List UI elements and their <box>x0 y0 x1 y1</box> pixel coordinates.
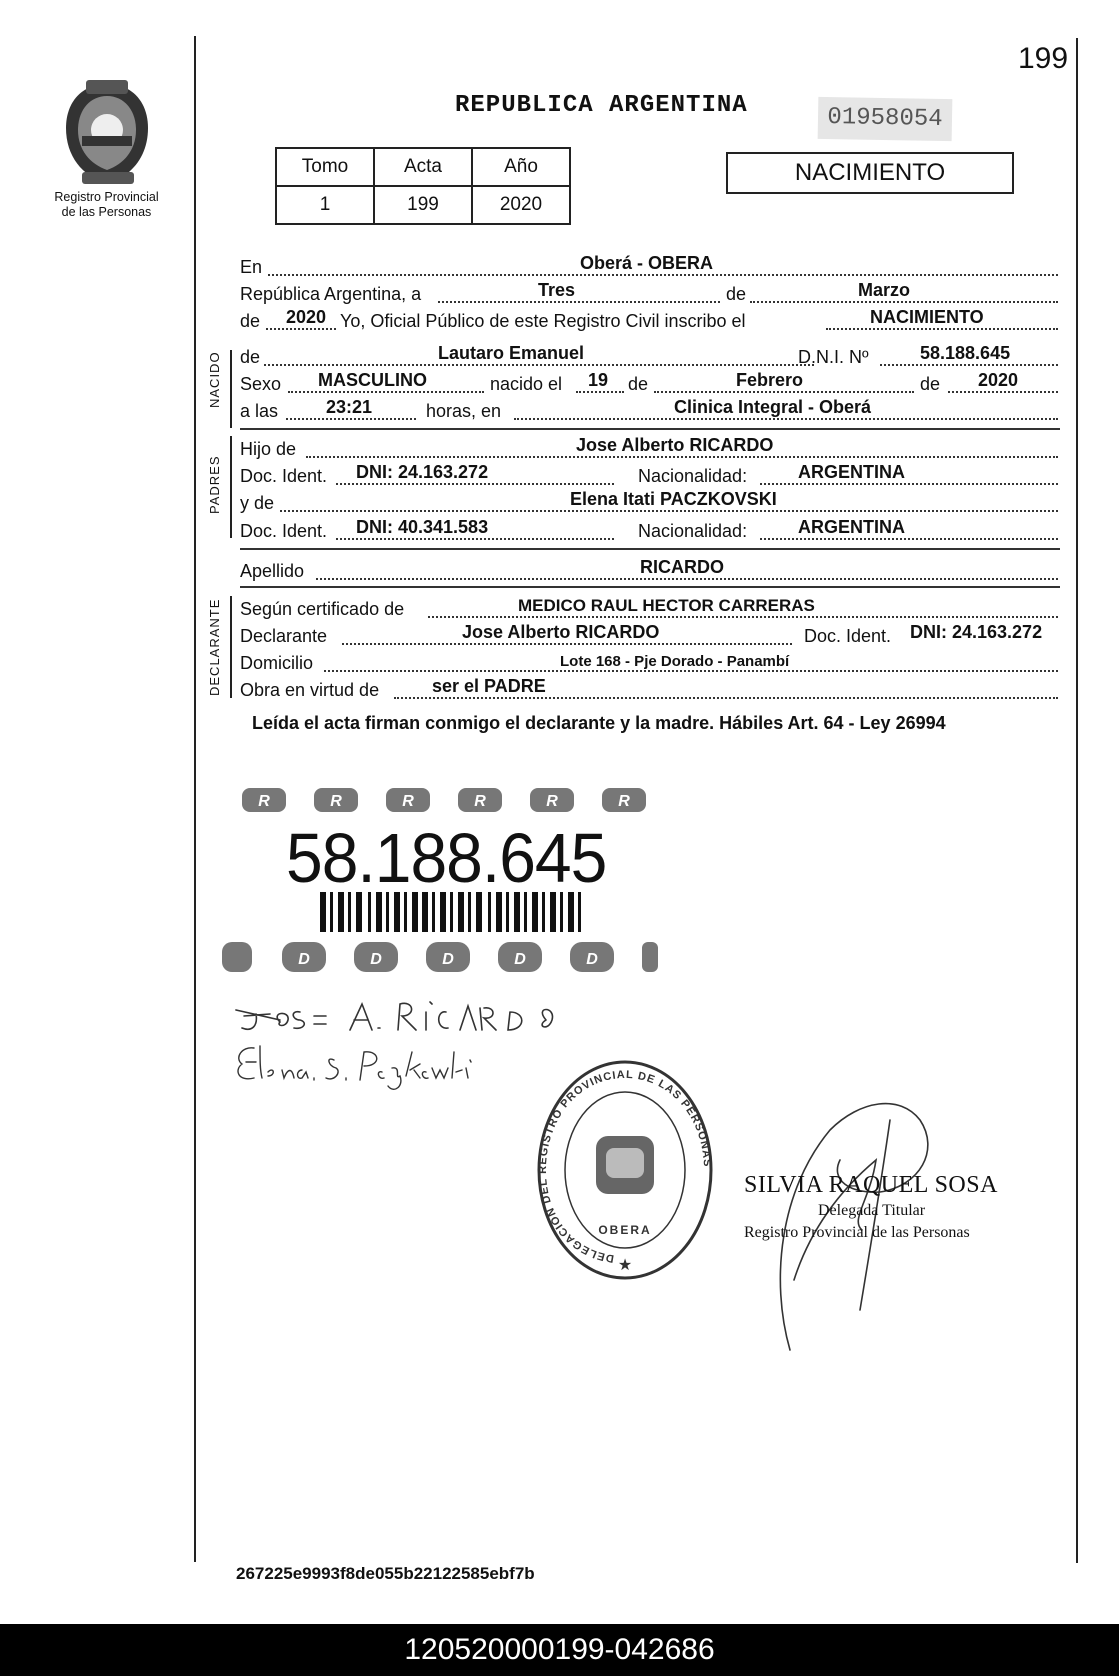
father-signature-ricardo <box>398 1002 552 1030</box>
footer-code-bar <box>0 1624 1119 1676</box>
father-doc-label: Doc. Ident. <box>240 466 328 486</box>
section-label-parents: PADRES <box>207 455 222 514</box>
row-surname <box>240 558 1060 584</box>
de-label-2: de <box>628 374 649 394</box>
child-name-value: Lautaro Emanuel <box>438 343 585 363</box>
row-declarant <box>240 623 1060 649</box>
row-date <box>240 281 1060 307</box>
record-type-box: NACIMIENTO <box>726 152 1014 194</box>
act-type-value: NACIMIENTO <box>870 307 984 327</box>
row-certifier <box>240 596 1060 622</box>
birth-day-value: 19 <box>588 370 609 390</box>
star-icon: ★ <box>617 1257 633 1274</box>
sticker-band-letter: D <box>298 951 310 968</box>
month-text-value: Marzo <box>858 280 911 300</box>
mother-nationality-value: ARGENTINA <box>798 517 905 537</box>
apellido-label: Apellido <box>240 561 305 581</box>
sticker-band-letter: R <box>258 793 270 810</box>
sticker-band-letter: D <box>586 951 598 968</box>
serial-number-stamp: 01958054 <box>818 97 953 141</box>
row-father-doc <box>240 463 1060 489</box>
mother-signature-surname <box>360 1052 471 1089</box>
left-margin-line <box>194 36 196 1562</box>
mother-nationality-label: Nacionalidad: <box>638 521 748 541</box>
official-text: Yo, Oficial Público de este Registro Civil inscribo el <box>340 311 746 331</box>
sticker-band-letter: R <box>546 793 558 810</box>
sticker-band-letter: D <box>514 951 526 968</box>
certificado-label: Según certificado de <box>240 599 405 619</box>
mother-signature-elena <box>238 1046 314 1080</box>
table-value-tomo: 1 <box>276 186 374 224</box>
father-nationality-value: ARGENTINA <box>798 462 905 482</box>
a-las-label: a las <box>240 401 279 421</box>
day-text-value: Tres <box>538 280 576 300</box>
closing-statement: Leída el acta firman conmigo el declarante y la madre. Hábiles Art. 64 - Ley 26994 <box>252 713 946 733</box>
sticker-band-letter: D <box>442 951 454 968</box>
table-value-ano: 2020 <box>472 186 570 224</box>
footer-code: 120520000199-042686 <box>404 1633 715 1666</box>
birth-month-value: Febrero <box>736 370 804 390</box>
horas-label: horas, en <box>426 401 502 421</box>
barcode <box>320 892 581 932</box>
row-place <box>240 254 1060 280</box>
birth-year-value: 2020 <box>978 370 1019 390</box>
de-label: de <box>726 284 747 304</box>
sticker-band-letter: R <box>474 793 486 810</box>
de-label-3: de <box>920 374 941 394</box>
official-role: Delegada Titular <box>818 1202 926 1219</box>
page-number: 199 <box>1018 42 1069 75</box>
table-header-tomo: Tomo <box>276 148 374 186</box>
child-dni-value: 58.188.645 <box>920 343 1011 363</box>
year-prefix-label: de <box>240 311 261 331</box>
dni-label: D.N.I. Nº <box>798 347 869 367</box>
id-sticker-number: 58.188.645 <box>286 819 607 897</box>
father-name-value: Jose Alberto RICARDO <box>576 435 774 455</box>
nacido-label: nacido el <box>490 374 563 394</box>
child-de-label: de <box>240 347 261 367</box>
section-bracket-declarant <box>230 596 232 698</box>
table-value-acta: 199 <box>374 186 472 224</box>
mother-signature-i <box>326 1059 346 1080</box>
divider-born <box>240 428 1060 430</box>
row-address <box>240 650 1060 676</box>
birth-time-value: 23:21 <box>326 397 373 417</box>
official-office: Registro Provincial de las Personas <box>744 1224 970 1241</box>
y-de-label: y de <box>240 493 275 513</box>
registry-stamp <box>534 1056 716 1284</box>
row-father <box>240 436 1060 462</box>
obra-label: Obra en virtud de <box>240 680 380 700</box>
registry-label-line-1: Registro Provincial <box>54 190 159 204</box>
declarant-doc-label: Doc. Ident. <box>804 626 892 646</box>
sexo-label: Sexo <box>240 374 282 394</box>
document-hash: 267225e9993f8de055b22122585ebf7b <box>236 1564 535 1583</box>
divider-surname <box>240 586 1060 588</box>
republica-label: República Argentina, a <box>240 284 422 304</box>
official-name: SILVIA RAQUEL SOSA <box>744 1172 998 1198</box>
registry-table <box>275 147 571 225</box>
registry-label <box>34 190 179 220</box>
section-bracket-parents <box>230 436 232 538</box>
father-nationality-label: Nacionalidad: <box>638 466 748 486</box>
section-label-born: NACIDO <box>207 351 222 408</box>
sticker-band-letter: R <box>402 793 414 810</box>
row-mother <box>240 490 1060 516</box>
document-title: REPUBLICA ARGENTINA <box>455 92 748 119</box>
city-value: Oberá - OBERA <box>580 253 714 273</box>
father-signature-ose <box>277 1012 326 1029</box>
row-birth <box>240 371 1060 397</box>
sticker-band-letter: R <box>618 793 630 810</box>
hijo-label: Hijo de <box>240 439 297 459</box>
stamp-center-text: OBERA <box>598 1223 652 1237</box>
row-time-place <box>240 398 1060 424</box>
right-edge-line <box>1076 38 1078 1563</box>
row-capacity <box>240 677 1060 703</box>
father-doc-value: DNI: 24.163.272 <box>356 462 489 482</box>
row-mother-doc <box>240 518 1060 544</box>
mother-name-value: Elena Itati PACZKOVSKI <box>570 489 777 509</box>
sex-value: MASCULINO <box>318 370 427 390</box>
section-bracket-born <box>230 350 232 428</box>
sticker-band-letter: D <box>370 951 382 968</box>
declarant-value: Jose Alberto RICARDO <box>462 622 660 642</box>
registry-label-line-2: de las Personas <box>61 205 152 219</box>
misiones-emblem-logo <box>52 78 162 188</box>
capacity-value: ser el PADRE <box>432 676 546 696</box>
stamp-ring-text: DELEGACION DEL REGISTRO PROVINCIAL DE LAS PERSONAS <box>536 1068 714 1265</box>
table-header-acta: Acta <box>374 148 472 186</box>
certifier-value: MEDICO RAUL HECTOR CARRERAS <box>518 596 815 615</box>
mother-doc-value: DNI: 40.341.583 <box>356 517 489 537</box>
address-value: Lote 168 - Pje Dorado - Panambí <box>560 653 790 670</box>
sticker-band-top <box>242 788 646 812</box>
en-label: En <box>240 257 263 277</box>
row-official <box>240 308 1060 334</box>
divider-parents <box>240 548 1060 550</box>
sticker-band-letter: R <box>330 793 342 810</box>
section-label-declarant: DECLARANTE <box>207 598 222 696</box>
domicilio-label: Domicilio <box>240 653 314 673</box>
mother-doc-label: Doc. Ident. <box>240 521 328 541</box>
year-value: 2020 <box>286 307 327 327</box>
surname-value: RICARDO <box>640 557 724 577</box>
table-header-ano: Año <box>472 148 570 186</box>
father-signature-strike <box>236 1010 280 1020</box>
declarant-doc-value: DNI: 24.163.272 <box>910 622 1043 642</box>
father-signature-a <box>350 1004 380 1030</box>
birth-place-value: Clinica Integral - Oberá <box>674 397 872 417</box>
row-child-name <box>240 344 1060 370</box>
declarante-label: Declarante <box>240 626 328 646</box>
